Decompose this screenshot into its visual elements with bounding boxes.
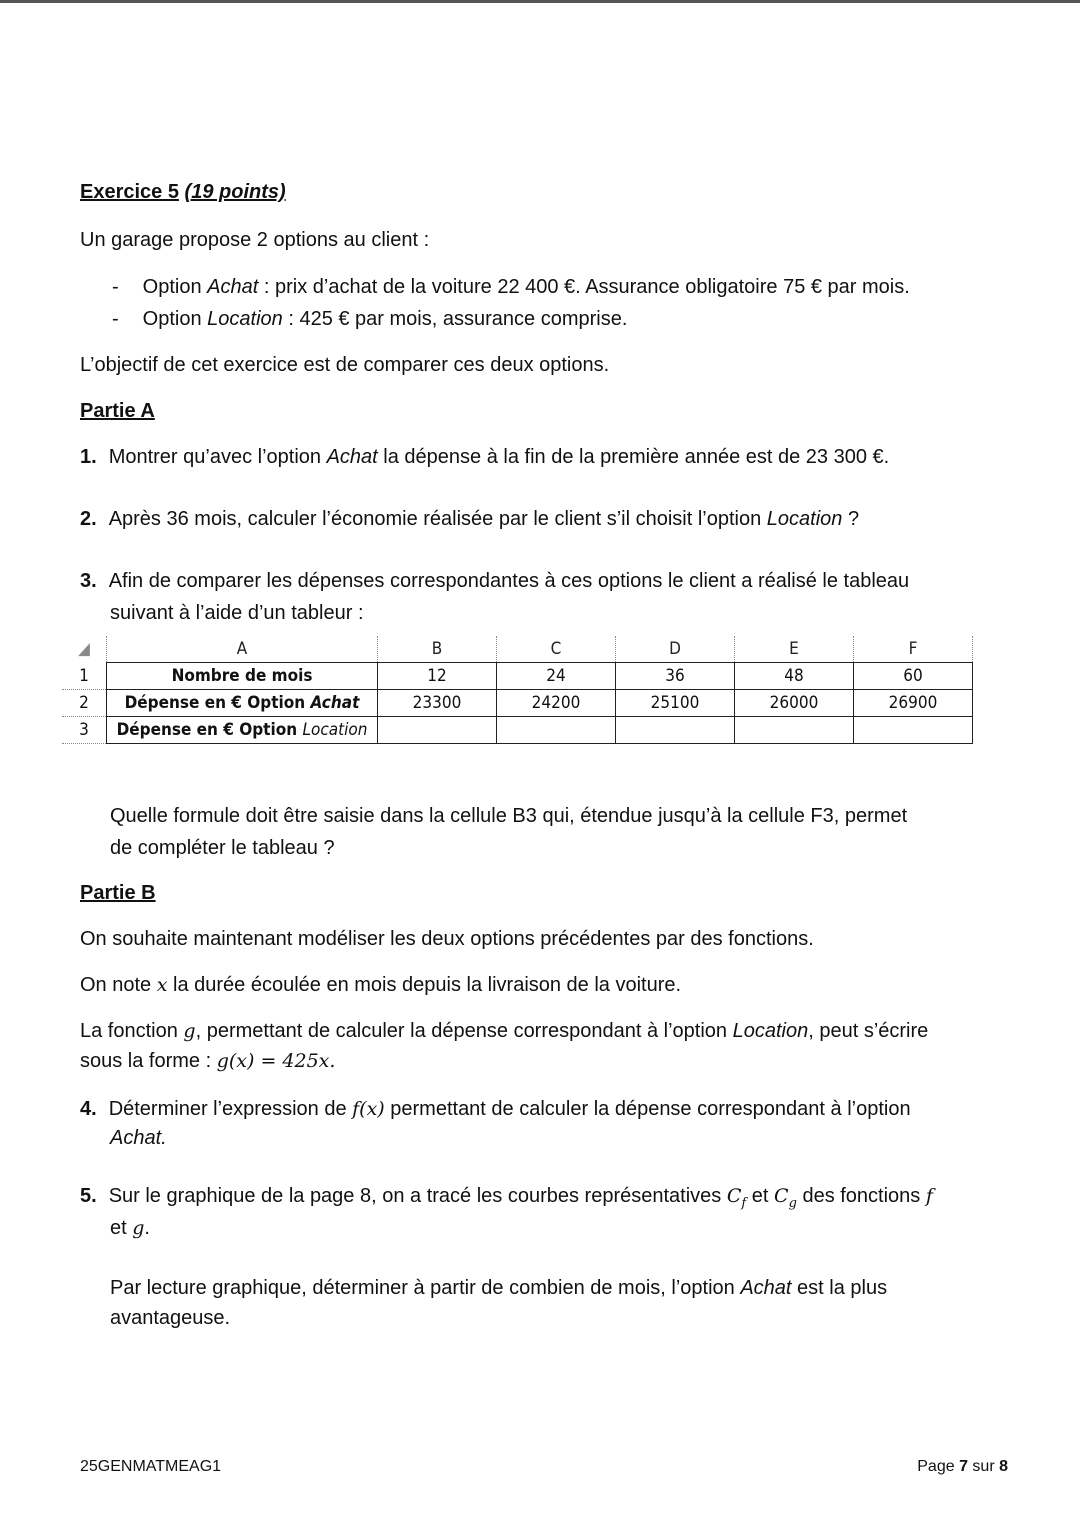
text: : prix d’achat de la voiture 22 400 €. Assurance obligatoire 75 € par mois. — [258, 276, 910, 298]
page-current: 7 — [959, 1458, 968, 1475]
table-row — [62, 690, 973, 717]
option-location — [112, 304, 627, 334]
row-number: 3 — [62, 717, 107, 744]
text: Achat — [740, 1277, 792, 1299]
question-4-line2: Achat. — [110, 1127, 167, 1149]
text: sous la forme : — [80, 1050, 217, 1072]
math: g — [132, 1217, 145, 1239]
text: Dépense en € Option — [124, 693, 311, 713]
cell: 24 — [497, 663, 616, 690]
text: et — [746, 1185, 775, 1207]
question-number: 1. — [80, 446, 97, 468]
cell: 48 — [735, 663, 854, 690]
text: : 425 € par mois, assurance comprise. — [282, 308, 628, 330]
question-number: 4. — [80, 1098, 97, 1120]
text: Nombre de mois — [171, 666, 313, 686]
cell — [616, 717, 735, 744]
column-header: C — [497, 636, 616, 663]
row-label — [107, 717, 378, 744]
part-b-p1: On souhaite maintenant modéliser les deux options précédentes par des fonctions. — [80, 928, 814, 950]
column-header-row — [62, 636, 973, 663]
footer-code: 25GENMATMEAG1 — [80, 1458, 222, 1475]
question-number: 5. — [80, 1185, 97, 1207]
exercise-points: (19 points) — [184, 181, 286, 203]
table-row — [62, 717, 973, 744]
exercise-title-text: Exercice 5 — [80, 181, 179, 203]
objective-text: L’objectif de cet exercice est de comparer ces deux options. — [80, 354, 610, 376]
page-total: 8 — [999, 1458, 1008, 1475]
text: Achat — [326, 446, 378, 468]
text: est la plus — [791, 1277, 888, 1299]
spreadsheet-table — [62, 636, 973, 744]
question-3-formula-line2: de compléter le tableau ? — [110, 837, 335, 859]
text: , permettant de calculer la dépense correspondant à l’option — [195, 1020, 733, 1042]
question-3-formula-line1: Quelle formule doit être saisie dans la cellule B3 qui, étendue jusqu’à la cellule F3, permet — [110, 805, 908, 827]
cell: 12 — [378, 663, 497, 690]
table-row — [62, 663, 973, 690]
text: Achat — [310, 693, 360, 713]
question-5-line2 — [110, 1213, 150, 1243]
text: des fonctions — [796, 1185, 926, 1207]
text: sur — [967, 1458, 1000, 1475]
cell: 60 — [854, 663, 973, 690]
column-header: E — [735, 636, 854, 663]
text: ? — [842, 508, 860, 530]
text: Page — [917, 1458, 960, 1475]
text: Afin de comparer les dépenses correspondantes à ces options le client a réalisé le tableau — [108, 570, 910, 592]
part-b-title: Partie B — [80, 882, 156, 904]
cell — [854, 717, 973, 744]
cell — [735, 717, 854, 744]
cell: 23300 — [378, 690, 497, 717]
row-number: 1 — [62, 663, 107, 690]
column-header: B — [378, 636, 497, 663]
math: C — [726, 1185, 742, 1207]
text: Déterminer l’expression de — [108, 1098, 353, 1120]
scan-edge — [0, 0, 1080, 3]
text: Après 36 mois, calculer l’économie réalisée par le client s’il choisit l’option — [108, 508, 767, 530]
question-3 — [80, 566, 909, 596]
cell: 36 — [616, 663, 735, 690]
footer-page-number — [917, 1458, 1008, 1476]
dash: - — [112, 308, 119, 330]
part-b-p3 — [80, 1016, 928, 1046]
cell: 26000 — [735, 690, 854, 717]
cell: 25100 — [616, 690, 735, 717]
row-number: 2 — [62, 690, 107, 717]
math: f — [925, 1185, 933, 1207]
cell — [497, 717, 616, 744]
question-number: 3. — [80, 570, 97, 592]
text: Location — [766, 508, 843, 530]
question-2 — [80, 504, 859, 534]
math: f(x) — [352, 1098, 385, 1120]
column-header: A — [107, 636, 378, 663]
column-header: F — [854, 636, 973, 663]
text: La fonction — [80, 1020, 184, 1042]
text: . — [144, 1217, 150, 1239]
part-b-p3-line2 — [80, 1046, 335, 1076]
text: Location — [732, 1020, 809, 1042]
text: la dépense à la fin de la première année est de 23 300 €. — [377, 446, 890, 468]
cell: 24200 — [497, 690, 616, 717]
text: permettant de calculer la dépense correspondant à l’option — [384, 1098, 911, 1120]
math: g — [788, 1196, 797, 1211]
question-5-p1 — [110, 1273, 887, 1303]
select-all-icon: ◢ — [62, 636, 107, 663]
text: Par lecture graphique, déterminer à partir de combien de mois, l’option — [110, 1277, 741, 1299]
text: Dépense en € Option — [116, 720, 303, 740]
text: Option — [142, 276, 208, 298]
question-4 — [80, 1094, 911, 1124]
column-header: D — [616, 636, 735, 663]
exercise-title — [80, 177, 286, 207]
math: g(x) = 425x. — [216, 1050, 336, 1072]
option-name: Location — [207, 308, 283, 330]
question-5-p2: avantageuse. — [110, 1307, 231, 1329]
question-5 — [80, 1181, 933, 1219]
cell — [378, 717, 497, 744]
text: Sur le graphique de la page 8, on a tracé les courbes représentatives — [108, 1185, 727, 1207]
question-1 — [80, 442, 889, 472]
text: On note — [80, 974, 157, 996]
math: C — [774, 1185, 789, 1207]
row-label — [107, 663, 378, 690]
text: , peut s’écrire — [808, 1020, 929, 1042]
text: Location — [302, 720, 368, 740]
intro-text: Un garage propose 2 options au client : — [80, 229, 430, 251]
text: la durée écoulée en mois depuis la livraison de la voiture. — [167, 974, 682, 996]
option-name: Achat — [207, 276, 259, 298]
option-achat — [112, 272, 910, 302]
dash: - — [112, 276, 119, 298]
part-b-p2 — [80, 970, 681, 1000]
cell: 26900 — [854, 690, 973, 717]
math: g — [183, 1020, 196, 1042]
text: Option — [142, 308, 208, 330]
question-3-line2: suivant à l’aide d’un tableur : — [110, 602, 364, 624]
text: Montrer qu’avec l’option — [108, 446, 327, 468]
math: x — [156, 974, 168, 996]
text: et — [110, 1217, 133, 1239]
row-label — [107, 690, 378, 717]
math: f — [741, 1196, 747, 1211]
part-a-title: Partie A — [80, 400, 155, 422]
question-number: 2. — [80, 508, 97, 530]
